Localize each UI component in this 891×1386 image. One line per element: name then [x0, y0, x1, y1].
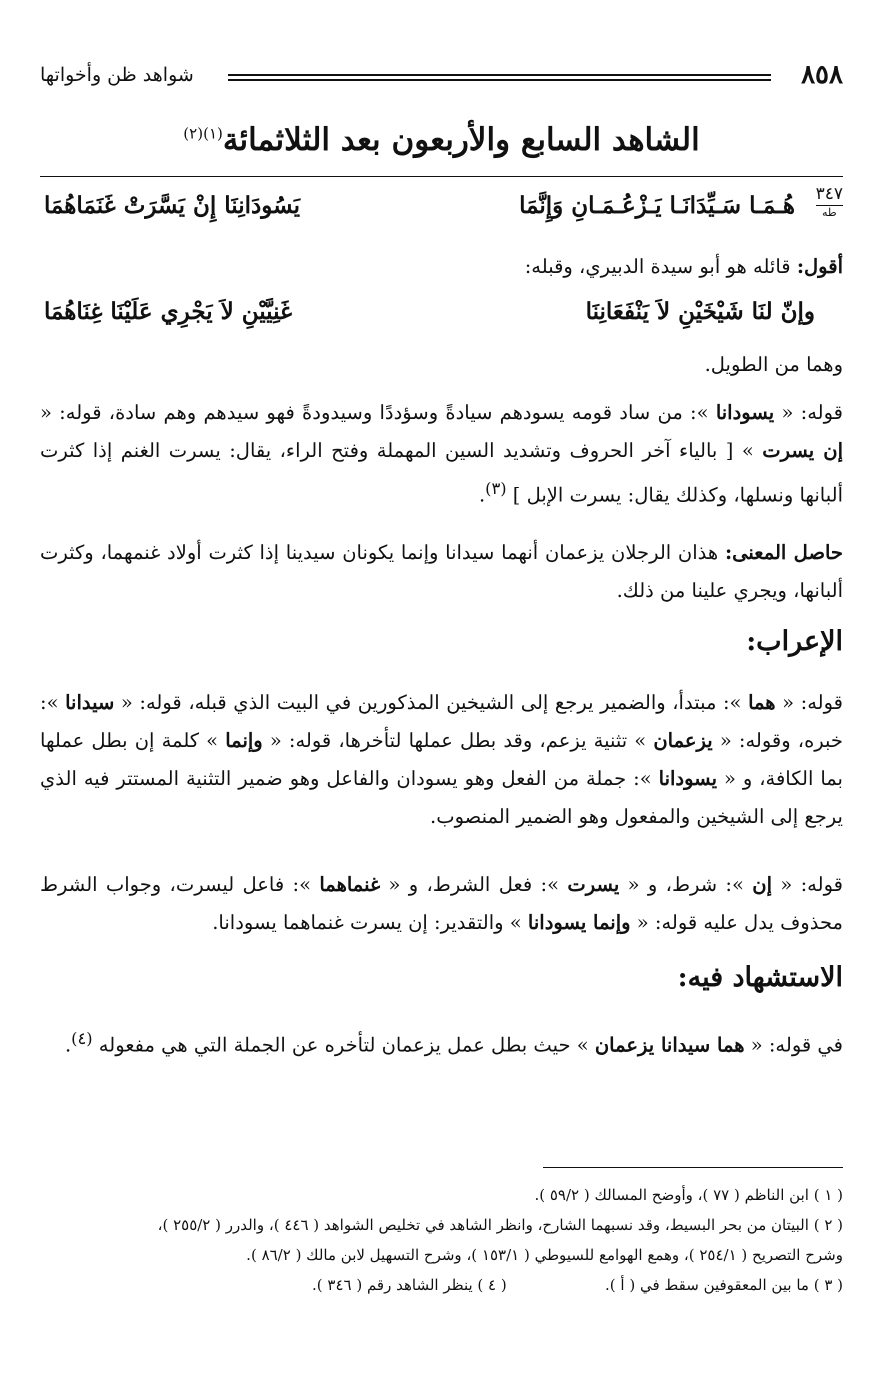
irab2-word-4: وإنما يسودانا — [527, 911, 631, 934]
irab2-text-b: »: شرط، و « — [619, 873, 753, 896]
footnote-2: ( ٢ ) البيتان من بحر البسيط، وقد نسبهما الشارح، وانظر الشاهد في تخليص الشواهد ( ٤٤٦ )، والدرر ( ٢٥٥/٢ )، — [157, 1216, 843, 1234]
istishhad-text-b: » حيث بطل عمل يزعمان لتأخره عن الجملة التي هي مفعوله — [92, 1033, 595, 1057]
vocab-text-2: »: من ساد قومه يسودهم سيادةً وسؤددًا وسيدودةً فهو سيدهم وهم سادة، قوله: « — [40, 401, 716, 424]
vocab-text-1: قوله: « — [774, 401, 843, 424]
irab2-text-c: »: فعل الشرط، و « — [380, 873, 568, 896]
istishhad-end: . — [64, 1033, 72, 1057]
header-double-rule — [228, 74, 771, 81]
irab2-text-d: »: فاعل ليسرت، وجواب الشرط محذوف يدل عليه قوله: « — [40, 873, 843, 934]
verse-number-value: ٣٤٧ — [815, 184, 843, 204]
prior-verse — [44, 298, 843, 338]
irab-heading: الإعراب: — [746, 626, 843, 657]
meaning-label: حاصل المعنى: — [724, 541, 843, 564]
verse-number-sub: طه — [816, 205, 843, 218]
irab1-text-a: قوله: « — [775, 691, 843, 714]
meaning-text: هذان الرجلان يزعمان أنهما سيدانا وإنما يكونان سيدينا إذا كثرت أولاد غنمهما، وكثرت ألبانها، ويجري علينا من ذلك. — [40, 541, 843, 602]
irab1-text-c: »: خبره، وقوله: « — [40, 691, 843, 752]
title-footnote-ref: (١)(٢) — [183, 124, 223, 143]
prior-verse-second-hemistich: غَنِيَّيْنِ لاَ يَجْرِي عَلَيْنَا غِنَاهُمَا — [44, 298, 293, 325]
footnote-1: ( ١ ) ابن الناظم ( ٧٧ )، وأوضح المسالك ( ٥٩/٢ ). — [534, 1186, 843, 1204]
irab-paragraph-2 — [40, 866, 843, 942]
irab1-text-b: »: مبتدأ، والضمير يرجع إلى الشيخين المذكورين في البيت الذي قبله، قوله: « — [114, 691, 749, 714]
vocab-text-3: » [ بالياء آخر الحروف وتشديد السين المهملة وفتح الراء، يقال: يسرت الغنم إذا كثرت ألبانها ونسلها، وكذلك يقال: يسرت الإبل ] — [40, 439, 843, 507]
page-number: ٨٥٨ — [801, 60, 843, 90]
vocab-footnote-ref: (٣) — [485, 479, 507, 498]
irab1-word-2: سيدانا — [65, 691, 115, 714]
meter-line: وهما من الطويل. — [704, 353, 843, 376]
irab1-word-3: يزعمان — [653, 729, 713, 752]
irab2-text-a: قوله: « — [772, 873, 843, 896]
istishhad-footnote-ref: (٤) — [71, 1029, 93, 1048]
irab2-word-2: يسرت — [567, 873, 620, 896]
irab1-text-d: » تثنية يزعم، وقد بطل عملها لتأخرها، قوله: « — [262, 729, 654, 752]
intro-text: قائله هو أبو سيدة الدبيري، وقبله: — [524, 255, 797, 278]
irab2-word-1: إن — [752, 873, 773, 896]
footnote-3: ( ٣ ) ما بين المعقوفين سقط في ( أ ). — [605, 1276, 843, 1294]
main-verse-first-hemistich: هُـمَـا سَـيِّدَانَـا يَـزْعُـمَـانِ وَإِنَّمَا — [519, 192, 795, 219]
main-verse-second-hemistich: يَسُودَانِنَا إِنْ يَسَّرَتْ غَنَمَاهُمَا — [44, 192, 301, 219]
prior-verse-first-hemistich: وإنّ لنَا شَيْخَيْنِ لاَ يَنْفَعَانِنَا — [585, 298, 815, 325]
irab2-text-e: » والتقدير: إن يسرت غنماهما يسودانا. — [212, 911, 528, 934]
istishhad-text-a: في قوله: « — [744, 1033, 843, 1057]
meaning-paragraph — [40, 534, 843, 610]
istishhad-word-1: هما سيدانا يزعمان — [594, 1033, 745, 1057]
vocab-word-2: إن يسرت — [762, 439, 843, 462]
witness-title-text: الشاهد السابع والأربعون بعد الثلاثمائة — [222, 122, 700, 158]
verse-number — [816, 186, 843, 218]
irab1-word-4: وإنما — [225, 729, 263, 752]
irab1-word-5: يسودانا — [658, 767, 718, 790]
main-verse — [44, 184, 843, 232]
witness-title — [40, 122, 843, 158]
irab1-text-f: »: جملة من الفعل وهو يسودان والفاعل وهو ضمير التثنية المستتر فيه الذي يرجع إلى الشيخين والمفعول وهو الضمير المنصوب. — [40, 767, 843, 828]
irab1-word-1: هما — [748, 691, 776, 714]
vocab-word-1: يسودانا — [715, 401, 775, 424]
footnote-4: ( ٤ ) ينظر الشاهد رقم ( ٣٤٦ ). — [312, 1276, 507, 1294]
footnote-rule — [543, 1167, 843, 1168]
irab2-word-3: غنماهما — [319, 873, 381, 896]
intro-label: أقول: — [796, 255, 843, 278]
irab-paragraph-1 — [40, 684, 843, 836]
title-rule — [40, 176, 843, 177]
vocab-paragraph — [40, 394, 843, 515]
footnote-2-continued: وشرح التصريح ( ٢٥٤/١ )، وهمع الهوامع للسيوطي ( ١٥٣/١ )، وشرح التسهيل لابن مالك ( ٨٦/٢ ). — [246, 1246, 843, 1264]
istishhad-paragraph — [40, 1020, 843, 1065]
footnote-3-line — [40, 1272, 843, 1299]
vocab-end: . — [478, 483, 486, 507]
istishhad-heading: الاستشهاد فيه: — [677, 962, 843, 993]
intro-paragraph — [40, 248, 843, 286]
running-header — [40, 62, 843, 92]
irab1-text-e: » كلمة إن بطل عملها بما الكافة، و « — [40, 729, 843, 790]
running-title: شواهد ظن وأخواتها — [40, 64, 194, 86]
